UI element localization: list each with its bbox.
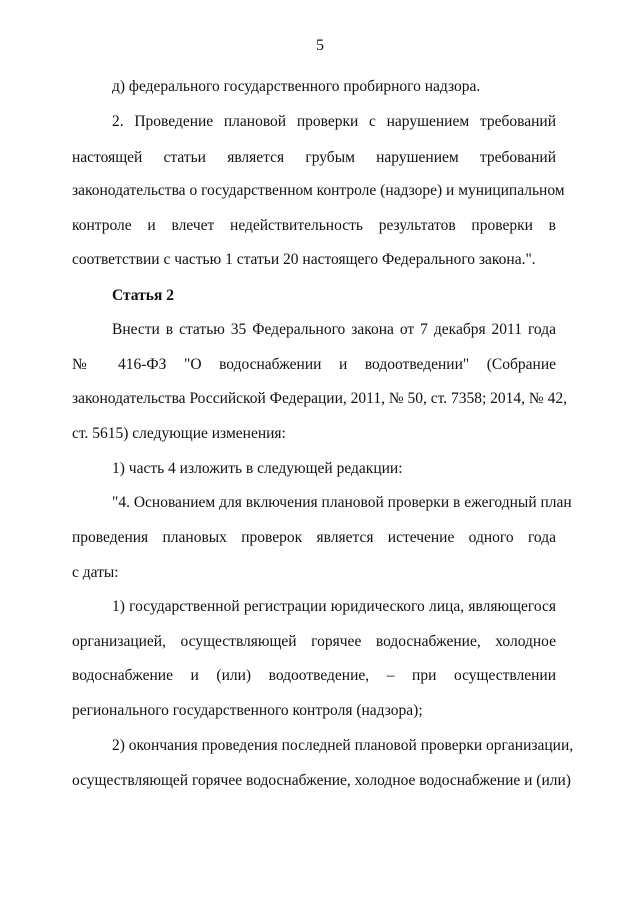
page-number: 5 <box>316 37 324 54</box>
quote-line: "4. Основанием для включения плановой проверки в ежегодный план <box>112 494 572 511</box>
paragraph-line: Внести в статью 35 Федерального закона от 7 декабря 2011 года <box>112 321 556 338</box>
quote-line: проведения плановых проверок является истечение одного года <box>72 529 556 546</box>
paragraph-line: № 416-ФЗ "О водоснабжении и водоотведении" (Собрание <box>72 356 556 373</box>
list-line: регионального государственного контроля (надзора); <box>72 702 423 719</box>
article-heading: Статья 2 <box>112 287 174 304</box>
list-line: осуществляющей горячее водоснабжение, холодное водоснабжение и (или) <box>72 772 571 789</box>
paragraph-line: настоящей статьи является грубым нарушением требований <box>72 149 556 166</box>
paragraph-line: законодательства о государственном контроле (надзоре) и муниципальном <box>72 182 565 199</box>
paragraph-line: соответствии с частью 1 статьи 20 настоящего Федерального закона.". <box>72 251 536 268</box>
quote-line: с даты: <box>72 564 119 581</box>
paragraph-line: контроле и влечет недействительность результатов проверки в <box>72 217 556 234</box>
list-line: 1) государственной регистрации юридического лица, являющегося <box>112 598 556 615</box>
paragraph-line: ст. 5615) следующие изменения: <box>72 425 286 442</box>
paragraph-line: законодательства Российской Федерации, 2011, № 50, ст. 7358; 2014, № 42, <box>72 390 567 407</box>
text-line: д) федерального государственного пробирного надзора. <box>112 78 481 95</box>
list-line: 2) окончания проведения последней плановой проверки организации, <box>112 737 574 754</box>
list-line: 1) часть 4 изложить в следующей редакции: <box>112 460 403 477</box>
list-line: организацией, осуществляющей горячее водоснабжение, холодное <box>72 633 556 650</box>
paragraph-line: 2. Проведение плановой проверки с нарушением требований <box>112 113 556 130</box>
list-line: водоснабжение и (или) водоотведение, – при осуществлении <box>72 667 556 684</box>
